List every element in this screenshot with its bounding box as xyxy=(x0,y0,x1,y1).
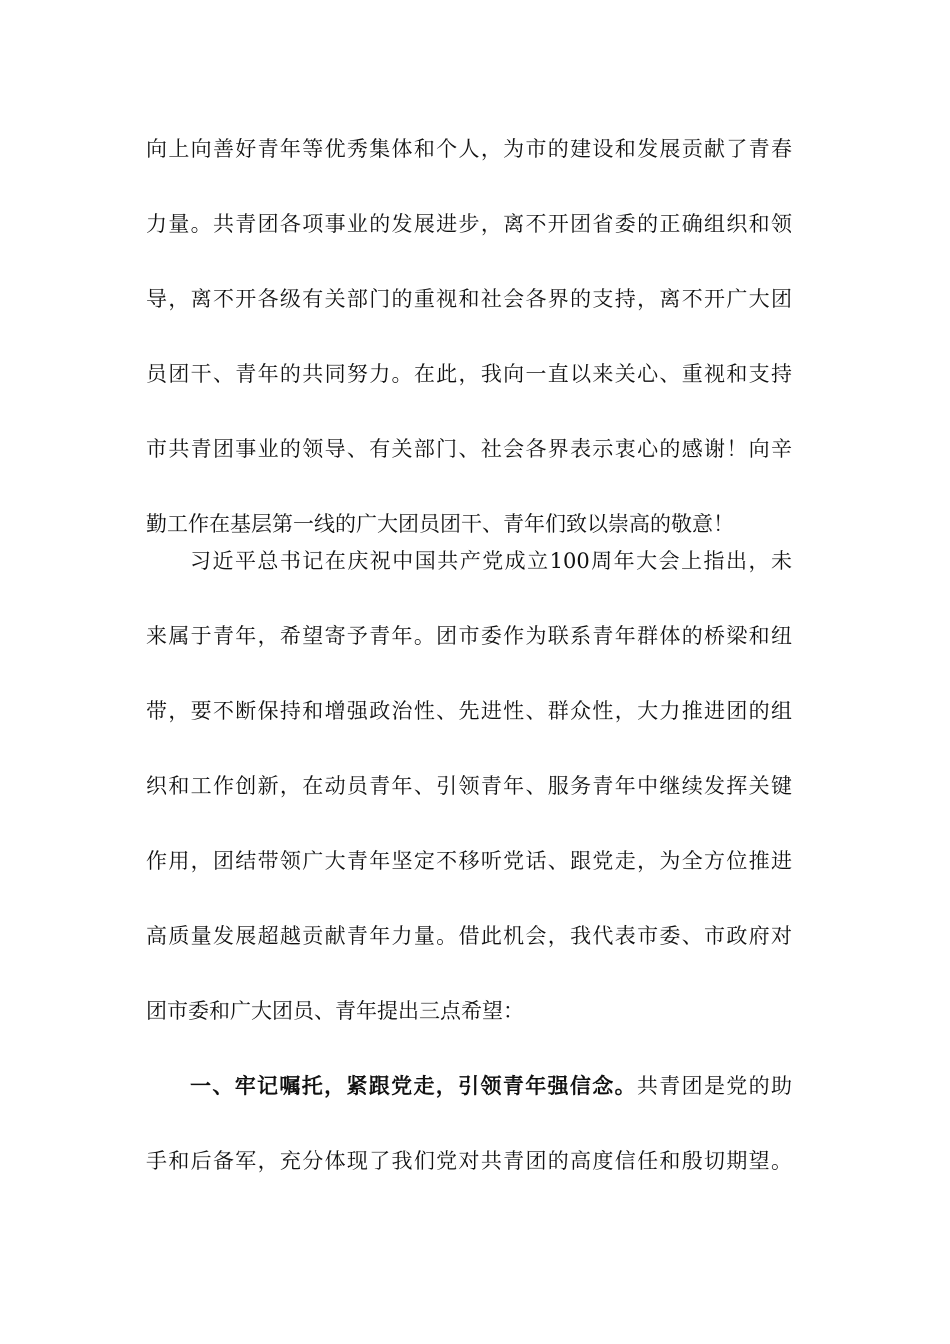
point-one-heading: 一、牢记嘱托，紧跟党走，引领青年强信念。 xyxy=(190,1073,637,1098)
body-text-line: 来属于青年，希望寄予青年。团市委作为联系青年群体的桥梁和纽 xyxy=(146,624,792,648)
body-text-line: 力量。共青团各项事业的发展进步，离不开团省委的正确组织和领 xyxy=(146,212,792,236)
body-text-line: 向上向善好青年等优秀集体和个人，为市的建设和发展贡献了青春 xyxy=(146,137,792,161)
body-text-line: 手和后备军，充分体现了我们党对共青团的高度信任和殷切期望。 xyxy=(146,1149,792,1173)
body-text-line: 团市委和广大团员、青年提出三点希望： xyxy=(146,999,524,1023)
body-text-line: 导，离不开各级有关部门的重视和社会各界的支持，离不开广大团 xyxy=(146,287,792,311)
body-text-line: 作用，团结带领广大青年坚定不移听党话、跟党走，为全方位推进 xyxy=(146,849,792,873)
body-text-line: 勤工作在基层第一线的广大团员团干、青年们致以崇高的敬意！ xyxy=(146,512,734,536)
paragraph-first-line: 习近平总书记在庆祝中国共产党成立100周年大会上指出，未 xyxy=(190,549,792,573)
body-text-line: 带，要不断保持和增强政治性、先进性、群众性，大力推进团的组 xyxy=(146,699,792,723)
point-one-text: 共青团是党的助 xyxy=(636,1074,792,1098)
body-text-line: 织和工作创新，在动员青年、引领青年、服务青年中继续发挥关键 xyxy=(146,774,792,798)
body-text-line: 高质量发展超越贡献青年力量。借此机会，我代表市委、市政府对 xyxy=(146,924,792,948)
body-text-line: 员团干、青年的共同努力。在此，我向一直以来关心、重视和支持 xyxy=(146,362,792,386)
point-one-line xyxy=(190,1066,792,1106)
body-text-line: 市共青团事业的领导、有关部门、社会各界表示衷心的感谢！向辛 xyxy=(146,437,792,461)
